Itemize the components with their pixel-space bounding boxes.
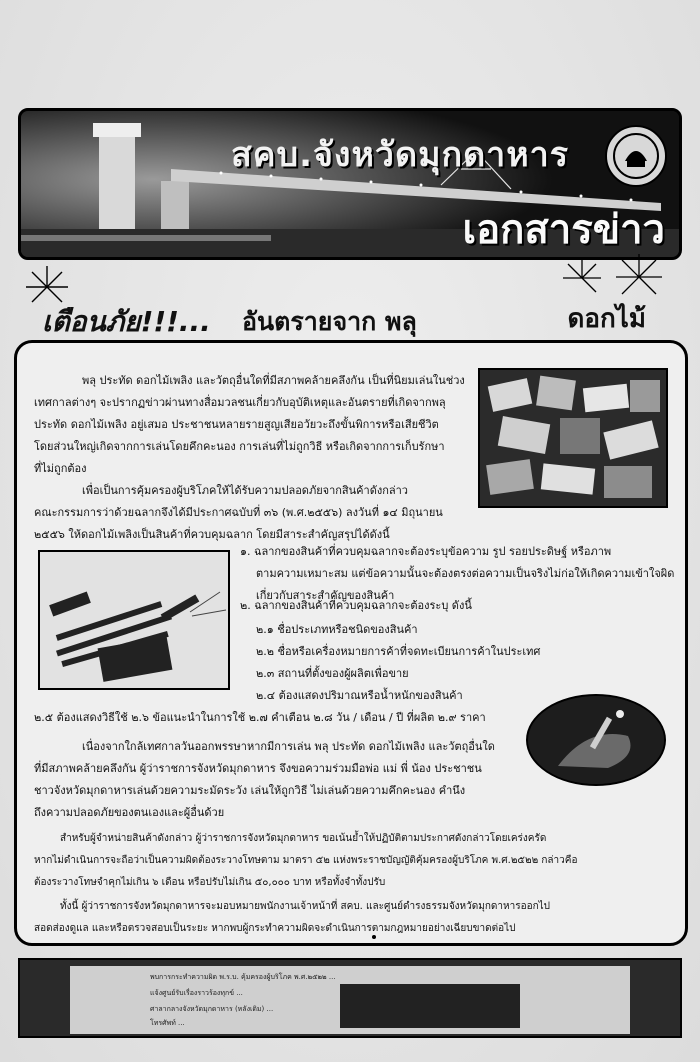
headline-warning: เตือนภัย!!!... [42, 305, 211, 338]
firework-icon [560, 256, 604, 300]
paragraph-5-line-2: สอดส่องดูแล และหรือตรวจสอบเป็นระยะ หากพบผู้กระทำความผิดจะดำเนินการตามกฎหมายอย่างเฉียบขาดต่อไป [34, 923, 516, 934]
item-2-1: ๒.๑ ชื่อประเภทหรือชนิดของสินค้า [256, 623, 418, 636]
footer-line-4: โทรศัพท์ ... [150, 1019, 185, 1027]
paragraph-5-line-1: ทั้งนี้ ผู้ว่าราชการจังหวัดมุกดาหารจะมอบหมายพนักงานเจ้าหน้าที่ สคบ. และศูนย์ดำรงธรรมจังหวัดมุกดาหารออกไป [60, 901, 551, 912]
redacted-block [340, 984, 520, 1028]
paragraph-3-line-4: ถึงความปลอดภัยของตนเองและผู้อื่นด้วย [34, 806, 225, 819]
paragraph-4-line-1: สำหรับผู้จำหน่ายสินค้าดังกล่าว ผู้ว่าราชการจังหวัดมุกดาหาร ขอเน้นย้ำให้ปฏิบัติตามประกาศดังกล่าวโดยเคร่งครัด [60, 833, 547, 844]
item-2-2: ๒.๒ ชื่อหรือเครื่องหมายการค้าที่จดทะเบียนการค้าในประเทศ [256, 645, 541, 658]
firecracker-hand-photo [526, 694, 666, 786]
paragraph-4-line-2: หากไม่ดำเนินการจะถือว่าเป็นความผิดต้องระวางโทษตาม มาตรา ๕๒ แห่งพระราชบัญญัติคุ้มครองผู้บริโภค พ.ศ.๒๕๒๒ กล่าวคือ [34, 855, 578, 866]
header-banner [18, 108, 682, 260]
banner-title: สคบ.จังหวัดมุกดาหาร [231, 135, 570, 175]
warning-headline [42, 300, 662, 340]
headline-right: ดอกไม้ [567, 304, 646, 334]
print-speck [372, 935, 376, 939]
footer-contact-box [70, 966, 630, 1034]
item-1-line-1: ๑. ฉลากของสินค้าที่ควบคุมฉลากจะต้องระบุข้อความ รูป รอยประดิษฐ์ หรือภาพ [240, 545, 612, 558]
firework-icon [612, 250, 666, 304]
paragraph-1-line-1: พลุ ประทัด ดอกไม้เพลิง และวัตถุอื่นใดที่มีสภาพคล้ายคลึงกัน เป็นที่นิยมเล่นในช่วง [82, 374, 465, 387]
item-2-heading: ๒. ฉลากของสินค้าที่ควบคุมฉลากจะต้องระบุ ดังนี้ [240, 599, 472, 612]
paragraph-3-line-2: ที่มีสภาพคล้ายคลึงกัน ผู้ว่าราชการจังหวัดมุกดาหาร จึงขอความร่วมมือพ่อ แม่ พี่ น้อง ประชาชน [34, 762, 482, 775]
fireworks-products-photo [478, 368, 668, 508]
footer-line-1: พบการกระทำความผิด พ.ร.บ. คุ้มครองผู้บริโภค พ.ศ.๒๕๒๒ ... [150, 973, 336, 981]
footer-contact-bar [18, 958, 682, 1038]
headline-danger: อันตรายจาก พลุ [242, 307, 417, 336]
footer-line-2: แจ้งศูนย์รับเรื่องราวร้องทุกข์ ... [150, 989, 243, 997]
paragraph-1-line-2: เทศกาลต่างๆ จะปรากฏข่าวผ่านทางสื่อมวลชนเกี่ยวกับอุบัติเหตุและอันตรายที่เกิดจากพลุ [34, 396, 446, 409]
paragraph-1-line-5: ที่ไม่ถูกต้อง [34, 462, 87, 475]
item-1-line-3: เกี่ยวกับสาระสำคัญของสินค้า [256, 589, 395, 602]
firecracker-sticks-photo [38, 550, 230, 690]
item-2-4: ๒.๔ ต้องแสดงปริมาณหรือน้ำหนักของสินค้า [256, 689, 463, 702]
paragraph-2-line-2: คณะกรรมการว่าด้วยฉลากจึงได้มีประกาศฉบับที่ ๓๖ (พ.ศ.๒๕๕๖) ลงวันที่ ๑๔ มิถุนายน [34, 506, 443, 519]
item-2-3: ๒.๓ สถานที่ตั้งของผู้ผลิตเพื่อขาย [256, 667, 409, 680]
paragraph-1-line-3: ประทัด ดอกไม้เพลิง อยู่เสมอ ประชาชนหลายรายสูญเสียอวัยวะถึงขั้นพิการหรือเสียชีวิต [34, 418, 439, 431]
paragraph-3-line-1: เนื่องจากใกล้เทศกาลวันออกพรรษาหากมีการเล่น พลุ ประทัด ดอกไม้เพลิง และวัตถุอื่นใด [82, 740, 495, 753]
items-2-5-to-2-9: ๒.๕ ต้องแสดงวิธีใช้ ๒.๖ ข้อแนะนำในการใช้ ๒.๗ คำเตือน ๒.๘ วัน / เดือน / ปี ที่ผลิต ๒.๙ ราคา [34, 711, 486, 724]
banner-subtitle: เอกสารข่าว [462, 207, 665, 253]
government-seal-icon [605, 125, 667, 187]
paragraph-2-line-3: ๒๕๕๖ ให้ดอกไม้เพลิงเป็นสินค้าที่ควบคุมฉลาก โดยมีสาระสำคัญสรุปได้ดังนี้ [34, 528, 390, 541]
paragraph-4-line-3: ต้องระวางโทษจำคุกไม่เกิน ๖ เดือน หรือปรับไม่เกิน ๕๐,๐๐๐ บาท หรือทั้งจำทั้งปรับ [34, 877, 386, 888]
paragraph-2-line-1: เพื่อเป็นการคุ้มครองผู้บริโภคให้ได้รับความปลอดภัยจากสินค้าดังกล่าว [82, 484, 408, 497]
footer-line-3: ศาลากลางจังหวัดมุกดาหาร (หลังเดิม) ... [150, 1005, 274, 1013]
paragraph-1-line-4: โดยส่วนใหญ่เกิดจากการเล่นโดยคึกคะนอง การเล่นที่ไม่ถูกวิธี หรือเกิดจากการเก็บรักษา [34, 440, 445, 453]
item-1-line-2: ตามความเหมาะสม แต่ข้อความนั้นจะต้องตรงต่อความเป็นจริงไม่ก่อให้เกิดความเข้าใจผิด [256, 567, 675, 580]
paragraph-3-line-3: ชาวจังหวัดมุกดาหารเล่นด้วยความระมัดระวัง เล่นให้ถูกวิธี ไม่เล่นด้วยความคึกคะนอง คำนึง [34, 784, 466, 797]
